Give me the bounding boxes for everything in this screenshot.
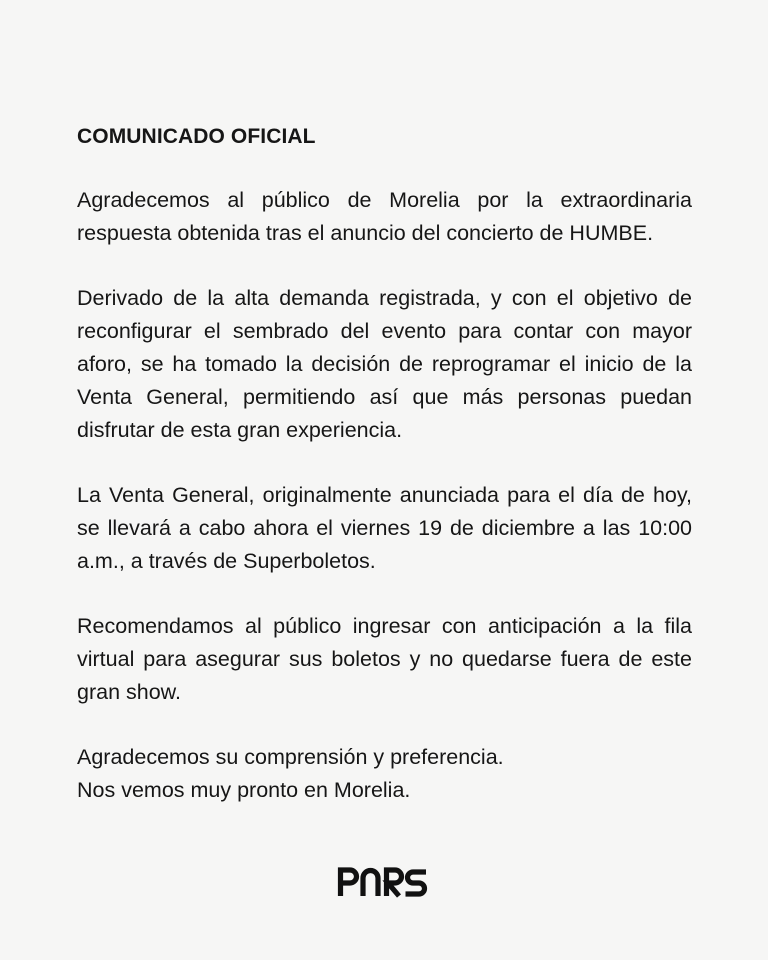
logo-letter-r	[387, 870, 402, 896]
paragraph-new-date: La Venta General, originalmente anunciada para el día de hoy, se llevará a cabo ahora el viernes 19 de diciembre a las 10:00 a.m., a través de Superboletos.	[77, 483, 692, 573]
paragraph-recommendation: Recomendamos al público ingresar con anticipación a la fila virtual para asegurar sus boletos y no quedarse fuera de este gran show.	[77, 614, 692, 704]
pars-logo	[337, 866, 430, 898]
announcement-title: COMUNICADO OFICIAL	[77, 125, 316, 148]
closing-line-see-you: Nos vemos muy pronto en Morelia.	[77, 778, 411, 802]
closing-message	[77, 741, 692, 807]
logo-letter-a	[363, 871, 378, 897]
announcement-body	[77, 120, 692, 807]
logo-letter-s	[406, 872, 427, 894]
paragraph-reschedule-reason: Derivado de la alta demanda registrada, y con el objetivo de reconfigurar el sembrado del evento para contar con mayor aforo, se ha tomado la decisión de reprogramar el inicio de la Venta General, permitiendo así que más personas puedan disfrutar de esta gran experiencia.	[77, 286, 692, 442]
logo-letter-p	[341, 870, 357, 896]
closing-line-thanks: Agradecemos su comprensión y preferencia.	[77, 745, 504, 769]
paragraph-thanks: Agradecemos al público de Morelia por la extraordinaria respuesta obtenida tras el anuncio del concierto de HUMBE.	[77, 188, 692, 245]
